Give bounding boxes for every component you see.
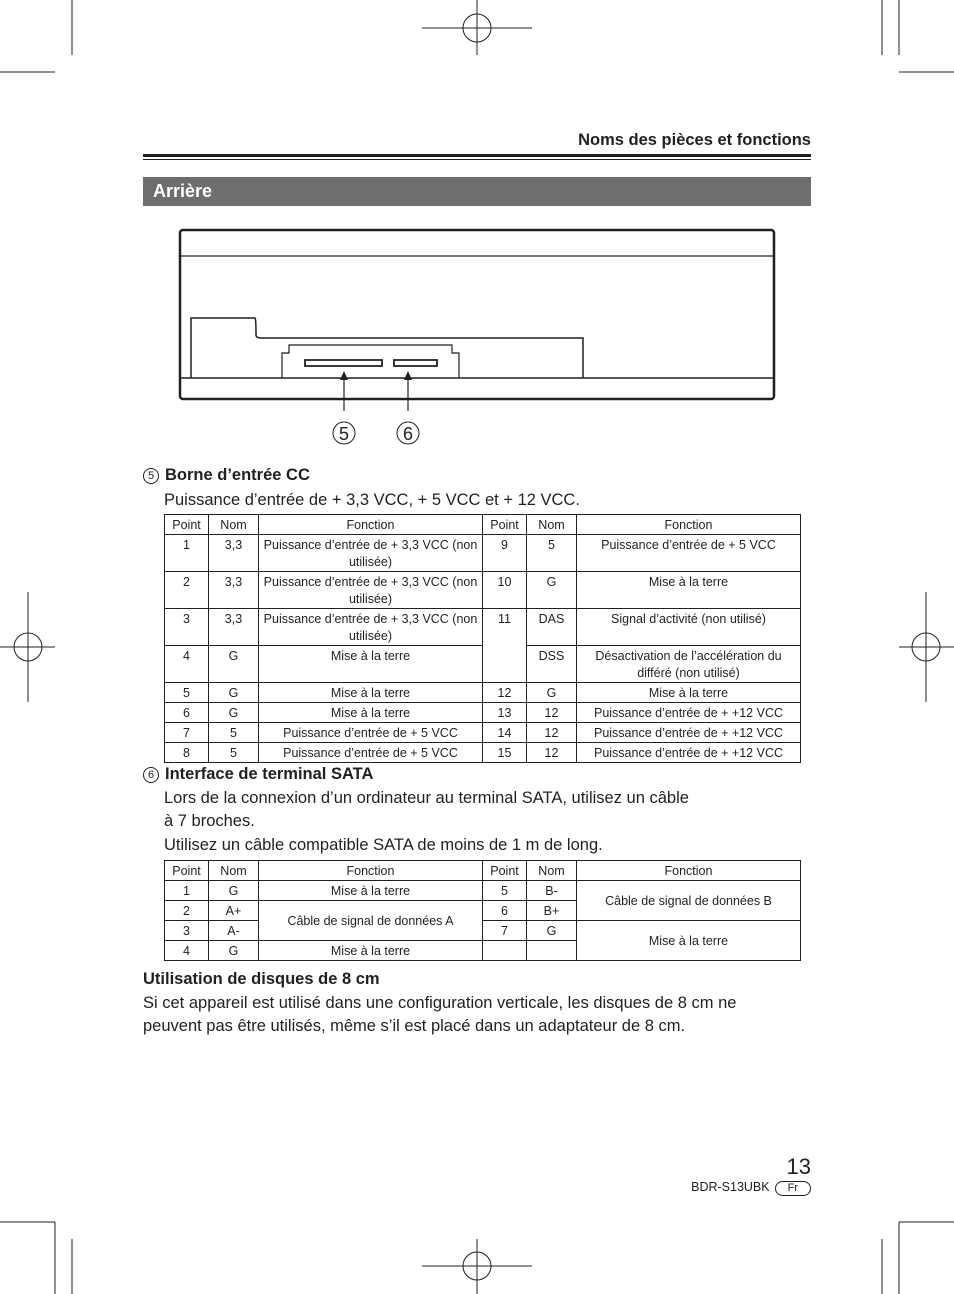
item-6-heading xyxy=(143,765,373,784)
table-row xyxy=(165,881,801,901)
table-row xyxy=(165,609,801,646)
col-point: Point xyxy=(165,861,209,881)
table-row xyxy=(165,572,801,609)
table-cell: 6 xyxy=(483,901,527,921)
table-cell: Désactivation de l’accélération du différé (non utilisé) xyxy=(577,646,801,683)
table-cell: Mise à la terre xyxy=(577,921,801,961)
table-header-row xyxy=(165,861,801,881)
table-cell: Puissance d’entrée de + 5 VCC xyxy=(577,535,801,572)
note-line-2: peuvent pas être utilisés, même s’il est placé dans un adaptateur de 8 cm. xyxy=(143,1017,686,1035)
table-cell: G xyxy=(209,941,259,961)
item-5-heading xyxy=(143,466,310,485)
item-6-line-2: à 7 broches. xyxy=(164,812,255,830)
table-row xyxy=(165,743,801,763)
table-cell: 1 xyxy=(165,881,209,901)
table-cell: Puissance d’entrée de + +12 VCC xyxy=(577,723,801,743)
table-cell: Mise à la terre xyxy=(259,703,483,723)
item-6-line-3: Utilisez un câble compatible SATA de moins de 1 m de long. xyxy=(164,836,603,854)
header-rule-thick xyxy=(143,154,811,157)
table-cell: G xyxy=(209,683,259,703)
table-cell: 12 xyxy=(527,743,577,763)
item-5-title: Borne d’entrée CC xyxy=(165,466,310,484)
table-cell: Puissance d’entrée de + 3,3 VCC (non utilisée) xyxy=(259,572,483,609)
table-cell: DAS xyxy=(527,609,577,646)
table-header-row xyxy=(165,515,801,535)
table-cell: Mise à la terre xyxy=(259,683,483,703)
table-cell: 5 xyxy=(209,743,259,763)
item-6-line-1: Lors de la connexion d’un ordinateur au terminal SATA, utilisez un câble xyxy=(164,789,689,807)
note-title: Utilisation de disques de 8 cm xyxy=(143,970,380,988)
rear-panel-diagram xyxy=(170,225,782,450)
table-cell: 1 xyxy=(165,535,209,572)
table-cell: 12 xyxy=(527,703,577,723)
table-cell: 3,3 xyxy=(209,535,259,572)
table-cell: 3 xyxy=(165,609,209,646)
item-5-number: 5 xyxy=(143,468,159,484)
table-cell: 3 xyxy=(165,921,209,941)
col-nom: Nom xyxy=(209,515,259,535)
table-cell: Mise à la terre xyxy=(577,683,801,703)
table-cell: 13 xyxy=(483,703,527,723)
note-line-1: Si cet appareil est utilisé dans une configuration verticale, les disques de 8 cm ne xyxy=(143,994,737,1012)
col-fonction: Fonction xyxy=(259,515,483,535)
table-cell xyxy=(483,941,527,961)
col-point: Point xyxy=(165,515,209,535)
callout-6: 6 xyxy=(402,424,414,444)
page-number: 13 xyxy=(786,1154,811,1179)
table-cell: 5 xyxy=(165,683,209,703)
table-cell: A- xyxy=(209,921,259,941)
table-cell: Puissance d’entrée de + 3,3 VCC (non utilisée) xyxy=(259,535,483,572)
table-cell: 4 xyxy=(165,941,209,961)
table-cell: 7 xyxy=(165,723,209,743)
table-row xyxy=(165,535,801,572)
table-cell: A+ xyxy=(209,901,259,921)
table-cell: 11 xyxy=(483,609,527,683)
power-pin-table xyxy=(164,514,801,763)
col-fonction: Fonction xyxy=(259,861,483,881)
table-cell: Mise à la terre xyxy=(259,646,483,683)
connector-housing xyxy=(191,318,583,378)
table-cell: 4 xyxy=(165,646,209,683)
col-nom: Nom xyxy=(527,861,577,881)
header-rule-thin xyxy=(143,159,811,160)
table-cell: Puissance d’entrée de + 5 VCC xyxy=(259,743,483,763)
sata-pin-table xyxy=(164,860,801,961)
table-cell: Mise à la terre xyxy=(259,881,483,901)
item-6-title: Interface de terminal SATA xyxy=(165,765,374,783)
item-6-number: 6 xyxy=(143,767,159,783)
table-cell: 7 xyxy=(483,921,527,941)
col-nom: Nom xyxy=(209,861,259,881)
table-cell: 3,3 xyxy=(209,609,259,646)
table-cell: 14 xyxy=(483,723,527,743)
table-cell: 2 xyxy=(165,901,209,921)
table-cell: Puissance d’entrée de + +12 VCC xyxy=(577,703,801,723)
table-cell: G xyxy=(209,703,259,723)
table-cell: Puissance d’entrée de + +12 VCC xyxy=(577,743,801,763)
table-cell: Mise à la terre xyxy=(259,941,483,961)
table-row xyxy=(165,703,801,723)
col-nom: Nom xyxy=(527,515,577,535)
table-cell: 10 xyxy=(483,572,527,609)
table-cell: G xyxy=(527,921,577,941)
table-cell: 6 xyxy=(165,703,209,723)
table-cell: 8 xyxy=(165,743,209,763)
table-cell: 12 xyxy=(483,683,527,703)
section-title: Arrière xyxy=(153,181,213,201)
language-badge: Fr xyxy=(775,1181,811,1196)
table-row xyxy=(165,683,801,703)
table-cell: DSS xyxy=(527,646,577,683)
table-cell: 3,3 xyxy=(209,572,259,609)
table-cell: B+ xyxy=(527,901,577,921)
table-cell: 15 xyxy=(483,743,527,763)
model-name: BDR-S13UBK xyxy=(691,1180,770,1194)
table-cell: Câble de signal de données A xyxy=(259,901,483,941)
power-connector xyxy=(305,360,382,366)
table-cell: 9 xyxy=(483,535,527,572)
table-cell: 5 xyxy=(209,723,259,743)
col-point: Point xyxy=(483,515,527,535)
table-cell: B- xyxy=(527,881,577,901)
sata-connector xyxy=(394,360,437,366)
table-cell: G xyxy=(209,646,259,683)
table-cell: Puissance d’entrée de + 3,3 VCC (non utilisée) xyxy=(259,609,483,646)
table-row xyxy=(165,723,801,743)
table-cell: G xyxy=(527,683,577,703)
model-label xyxy=(691,1180,811,1196)
table-cell: Signal d’activité (non utilisé) xyxy=(577,609,801,646)
callout-5: 5 xyxy=(338,424,350,444)
connector-plug xyxy=(282,345,459,378)
col-point: Point xyxy=(483,861,527,881)
table-cell: 2 xyxy=(165,572,209,609)
table-cell: G xyxy=(209,881,259,901)
table-cell xyxy=(527,941,577,961)
table-cell: G xyxy=(527,572,577,609)
section-heading-bar xyxy=(143,177,811,206)
item-5-description: Puissance d’entrée de + 3,3 VCC, + 5 VCC et + 12 VCC. xyxy=(164,491,580,509)
note-body xyxy=(143,992,813,1038)
table-cell: 5 xyxy=(527,535,577,572)
col-fonction: Fonction xyxy=(577,515,801,535)
drive-outline xyxy=(180,230,774,399)
table-cell: Câble de signal de données B xyxy=(577,881,801,921)
table-cell: Puissance d’entrée de + 5 VCC xyxy=(259,723,483,743)
table-cell: 12 xyxy=(527,723,577,743)
header-section-title: Noms des pièces et fonctions xyxy=(578,131,811,149)
col-fonction: Fonction xyxy=(577,861,801,881)
table-cell: 5 xyxy=(483,881,527,901)
table-cell: Mise à la terre xyxy=(577,572,801,609)
